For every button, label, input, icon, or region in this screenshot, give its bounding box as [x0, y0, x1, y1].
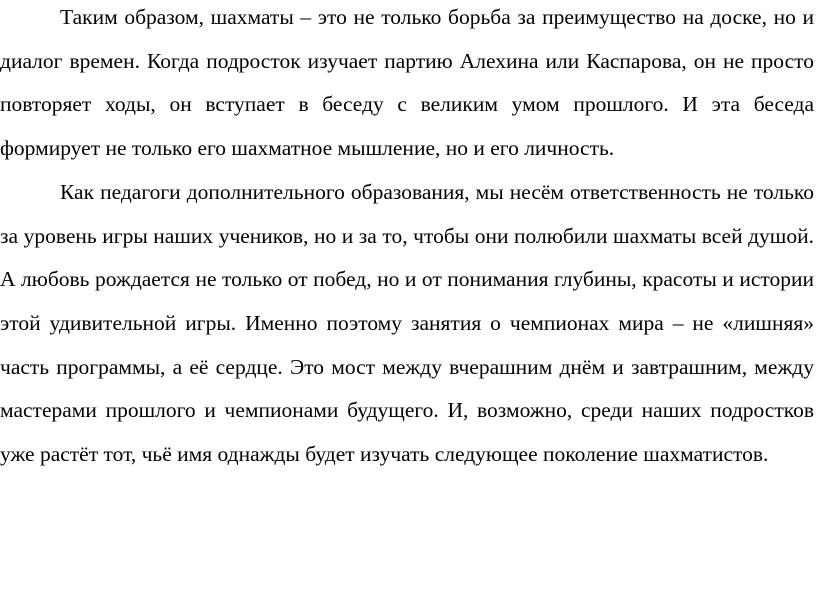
paragraph-conclusion: Таким образом, шахматы – это не только борьба за преимущество на доске, но и диалог времен. Когда подросток изучает партию Алехина или Каспарова, он не просто повторяет ходы, он вступает в беседу с великим умом прошлого. И эта беседа формирует не только его шахматное мышление, но и его личность.: [0, 5, 814, 161]
paragraph-teachers-responsibility: Как педагоги дополнительного образования, мы несём ответственность не только за уровень игры наших учеников, но и за то, чтобы они полюбили шахматы всей душой. А любовь рождается не только от побед, но и от понимания глубины, красоты и истории этой удивительной игры. Именно поэтому занятия о чемпионах мира – не «лишняя» часть программы, а её сердце. Это мост между вчерашним днём и завтрашним, между мастерами прошлого и чемпионами будущего. И, возможно, среди наших подростков уже растёт тот, чьё имя однажды будет изучать следующее поколение шахматистов.: [0, 179, 814, 467]
